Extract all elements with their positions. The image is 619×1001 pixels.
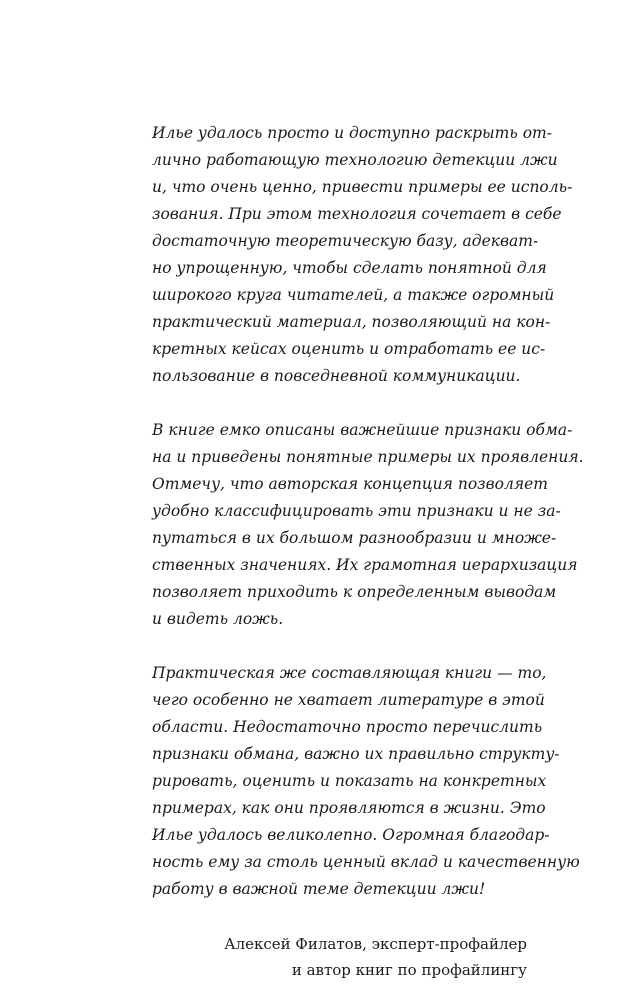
page-content <box>152 120 584 983</box>
review-text <box>152 120 584 903</box>
text-line: и видеть ложь. <box>152 610 284 628</box>
text-line: ность ему за столь ценный вклад и качественную <box>152 853 580 871</box>
signature-line-1: Алексей Филатов, эксперт-профайлер <box>224 935 527 953</box>
signature <box>152 931 527 983</box>
paragraph-3 <box>152 660 580 903</box>
text-line: Илье удалось просто и доступно раскрыть от- <box>152 124 552 142</box>
text-line: чего особенно не хватает литературе в этой <box>152 691 545 709</box>
text-line: удобно классифицировать эти признаки и не за- <box>152 502 561 520</box>
text-line: зования. При этом технология сочетает в себе <box>152 205 562 223</box>
text-line: пользование в повседневной коммуникации. <box>152 367 521 385</box>
text-line: лично работающую технологию детекции лжи <box>152 151 558 169</box>
text-line: широкого круга читателей, а также огромный <box>152 286 555 304</box>
text-line: примерах, как они проявляются в жизни. Это <box>152 799 546 817</box>
paragraph-1 <box>152 120 573 390</box>
text-line: позволяет приходить к определенным выводам <box>152 583 557 601</box>
text-line: Отмечу, что авторская концепция позволяет <box>152 475 548 493</box>
text-line: на и приведены понятные примеры их проявления. <box>152 448 584 466</box>
text-line: Илье удалось великолепно. Огромная благодар- <box>152 826 550 844</box>
text-line: путаться в их большом разнообразии и множе- <box>152 529 557 547</box>
signature-line-2: и автор книг по профайлингу <box>291 961 527 979</box>
text-line: практический материал, позволяющий на кон- <box>152 313 551 331</box>
text-line: Практическая же составляющая книги — то, <box>152 664 547 682</box>
text-line: рировать, оценить и показать на конкретных <box>152 772 547 790</box>
text-line: кретных кейсах оценить и отработать ее ис- <box>152 340 546 358</box>
text-line: признаки обмана, важно их правильно структу- <box>152 745 560 763</box>
text-line: достаточную теоретическую базу, адекват- <box>152 232 539 250</box>
paragraph-2 <box>152 417 584 633</box>
text-line: работу в важной теме детекции лжи! <box>152 880 486 898</box>
text-line: области. Недостаточно просто перечислить <box>152 718 543 736</box>
text-line: ственных значениях. Их грамотная иерархизация <box>152 556 578 574</box>
text-line: В книге емко описаны важнейшие признаки обма- <box>152 421 573 439</box>
text-line: но упрощенную, чтобы сделать понятной для <box>152 259 547 277</box>
text-line: и, что очень ценно, привести примеры ее исполь- <box>152 178 573 196</box>
